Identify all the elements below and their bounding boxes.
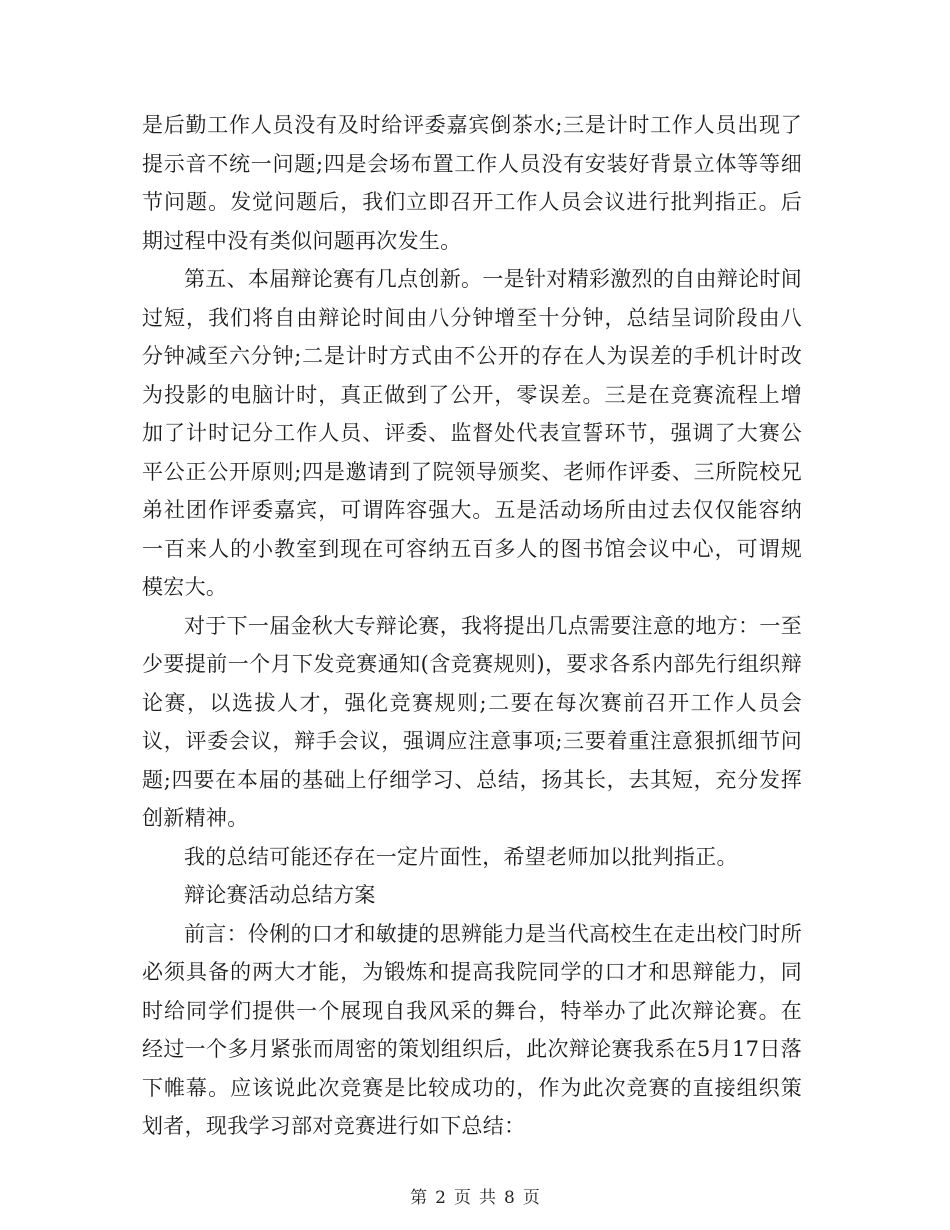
page-footer — [0, 1183, 950, 1208]
footer-page-unit: 页 — [454, 1188, 471, 1208]
document-body — [142, 106, 802, 1146]
paragraph-preface: 前言：伶俐的口才和敏捷的思辨能力是当代高校生在走出校门时所必须具备的两大才能，为锻炼和提高我院同学的口才和思辩能力，同时给同学们提供一个展现自我风采的舞台，特举办了此次辩论赛。在经过一个多月紧张而周密的策划组织后，此次辩论赛我系在5月17日落下帷幕。应该说此次竞赛是比较成功的，作为此次竞赛的直接组织策划者，现我学习部对竞赛进行如下总结： — [142, 921, 802, 1138]
paragraph-innovations: 第五、本届辩论赛有几点创新。一是针对精彩激烈的自由辩论时间过短，我们将自由辩论时间由八分钟增至十分钟，总结呈词阶段由八分钟减至六分钟;二是计时方式由不公开的存在人为误差的手机计时改为投影的电脑计时，真正做到了公开，零误差。三是在竞赛流程上增加了计时记分工作人员、评委、监督处代表宣誓环节，强调了大赛公平公正公开原则;四是邀请到了院领导颁奖、老师作评委、三所院校兄弟社团作评委嘉宾，可谓阵容强大。五是活动场所由过去仅仅能容纳一百来人的小教室到现在可容纳五百多人的图书馆会议中心，可谓规模宏大。 — [142, 267, 802, 599]
paragraph-closing: 我的总结可能还存在一定片面性，希望老师加以批判指正。 — [184, 844, 738, 869]
paragraph-continuation: 是后勤工作人员没有及时给评委嘉宾倒茶水;三是计时工作人员出现了提示音不统一问题;四是会场布置工作人员没有安装好背景立体等等细节问题。发觉问题后，我们立即召开工作人员会议进行批判指正。后期过程中没有类似问题再次发生。 — [142, 113, 802, 253]
section-title: 辩论赛活动总结方案 — [184, 883, 376, 907]
footer-prefix: 第 — [410, 1188, 428, 1208]
footer-total-unit: 页 — [522, 1188, 540, 1208]
footer-total-prefix: 共 — [479, 1188, 496, 1208]
paragraph-suggestions: 对于下一届金秋大专辩论赛，我将提出几点需要注意的地方：一至少要提前一个月下发竞赛通知(含竞赛规则)，要求各系内部先行组织辩论赛，以选拔人才，强化竞赛规则;二要在每次赛前召开工作人员会议，评委会议，辩手会议，强调应注意事项;三要着重注意狠抓细节问题;四要在本届的基础上仔细学习、总结，扬其长，去其短，充分发挥创新精神。 — [142, 613, 802, 830]
footer-page-number: 2 — [435, 1188, 446, 1208]
footer-total-pages: 8 — [504, 1188, 515, 1208]
